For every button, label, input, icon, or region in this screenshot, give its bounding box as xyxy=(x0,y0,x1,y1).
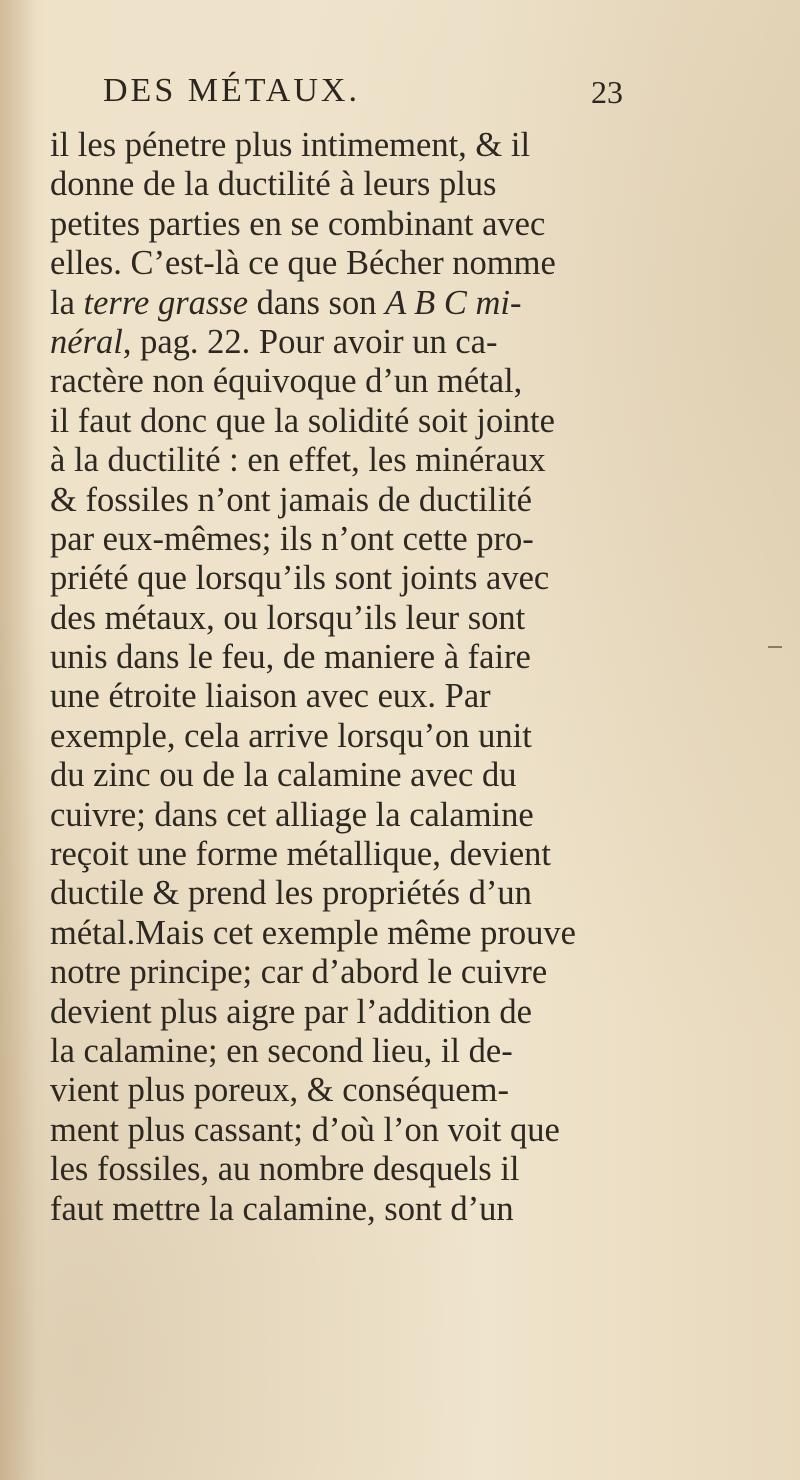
text-line: notre principe; car d’abord le cuivre xyxy=(50,953,548,992)
text-segment: dans son xyxy=(248,283,386,322)
text-line: il faut donc que la solidité soit jointe xyxy=(50,401,555,440)
text-line: faut mettre la calamine, sont d’un xyxy=(50,1189,514,1228)
italic-title: A B C mi- xyxy=(385,283,522,322)
italic-title: néral xyxy=(50,322,123,361)
text-line: une étroite liaison avec eux. Par xyxy=(50,677,491,716)
text-line: exemple, cela arrive lorsqu’on unit xyxy=(50,716,532,755)
text-line: reçoit une forme métallique, devient xyxy=(50,835,552,874)
text-line: unis dans le feu, de maniere à faire xyxy=(50,638,531,677)
text-line: il les pénetre plus intimement, & il xyxy=(50,126,531,164)
text-line: les fossiles, au nombre desquels il xyxy=(50,1150,520,1189)
text-line: du zinc ou de la calamine avec du xyxy=(50,756,517,795)
running-head: DES MÉTAUX. xyxy=(103,72,360,109)
text-line: & fossiles n’ont jamais de ductilité xyxy=(50,480,532,519)
text-line: métal.Mais cet exemple même prouve xyxy=(50,913,576,952)
text-line: devient plus aigre par l’addition de xyxy=(50,992,532,1031)
text-line: des métaux, ou lorsqu’ils leur sont xyxy=(50,598,526,637)
text-line: donne de la ductilité à leurs plus xyxy=(50,165,497,204)
text-line: la calamine; en second lieu, il de- xyxy=(50,1031,513,1070)
italic-term: terre grasse xyxy=(83,283,249,322)
text-line: priété que lorsqu’ils sont joints avec xyxy=(50,559,550,598)
page-edge-shadow xyxy=(0,0,36,1480)
text-line: cuivre; dans cet alliage la calamine xyxy=(50,795,534,834)
text-line: petites parties en se combinant avec xyxy=(50,204,546,243)
text-line: par eux-mêmes; ils n’ont cette pro- xyxy=(50,519,534,558)
page-header xyxy=(103,72,623,116)
body-text xyxy=(50,126,780,1229)
text-line: ractère non équivoque d’un métal, xyxy=(50,362,523,401)
text-line: à la ductilité : en effet, les minéraux xyxy=(50,441,546,480)
text-line: ment plus cassant; d’où l’on voit que xyxy=(50,1110,560,1149)
text-line: vient plus poreux, & conséquem- xyxy=(50,1071,509,1110)
text-line xyxy=(50,284,780,323)
text-segment: , pag. 22. Pour avoir un ca- xyxy=(122,322,498,361)
text-line: ductile & prend les propriétés d’un xyxy=(50,874,532,913)
page-number: 23 xyxy=(591,74,623,110)
text-segment: la xyxy=(50,283,84,322)
margin-mark xyxy=(768,646,782,648)
text-line: elles. C’est-là ce que Bécher nomme xyxy=(50,244,556,283)
text-line xyxy=(50,323,780,362)
